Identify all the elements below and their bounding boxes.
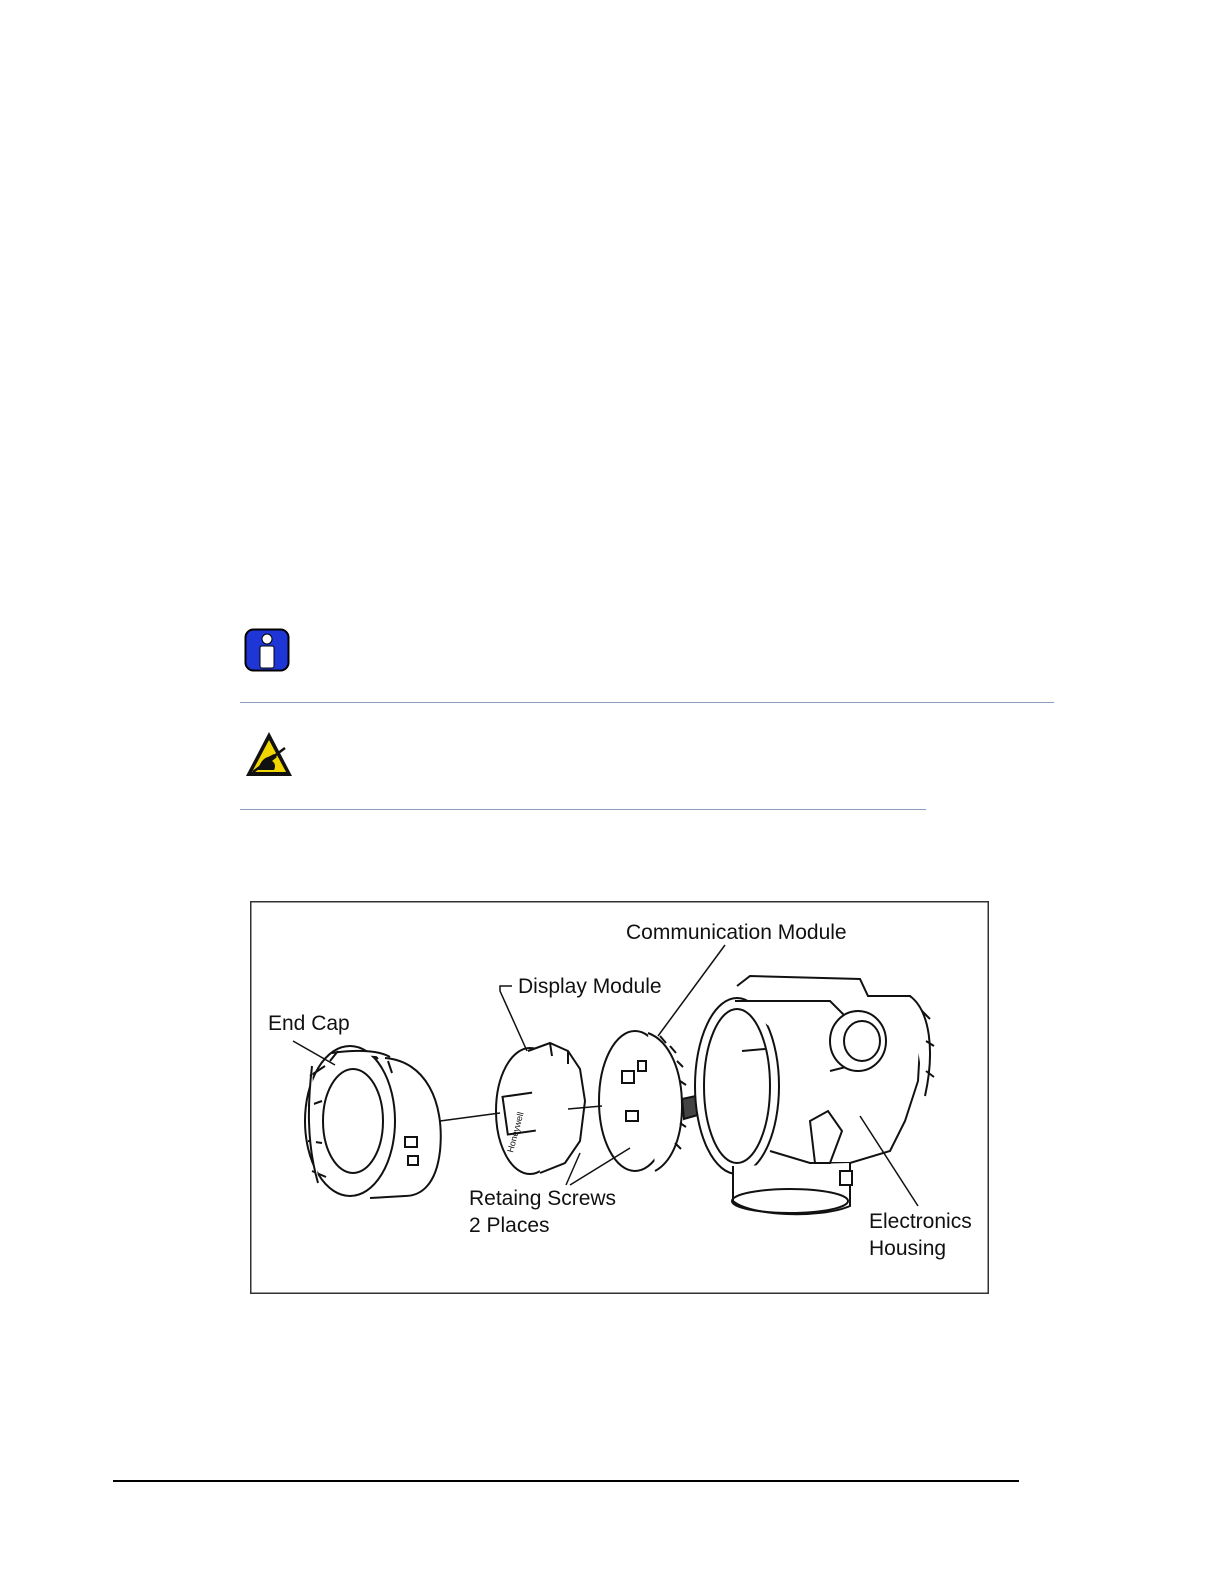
end-cap-label: End Cap — [268, 1012, 350, 1035]
esd-warning-icon — [244, 730, 294, 778]
section-divider — [240, 702, 1054, 703]
info-icon — [244, 628, 290, 672]
retaining-screws-label-line1: Retaing Screws — [469, 1187, 617, 1210]
svg-text:Honeywell: Honeywell — [505, 1110, 526, 1154]
communication-module-label: Communication Module — [626, 921, 847, 944]
display-module-label: Display Module — [518, 975, 662, 998]
electronics-housing-label-line2: Housing — [869, 1237, 947, 1260]
section-divider — [240, 809, 926, 810]
footer-divider — [113, 1480, 1019, 1482]
electronics-housing-label-line1: Electronics — [869, 1210, 972, 1233]
retaining-screws-label-line2: 2 Places — [469, 1214, 550, 1237]
exploded-view-figure — [250, 901, 989, 1294]
